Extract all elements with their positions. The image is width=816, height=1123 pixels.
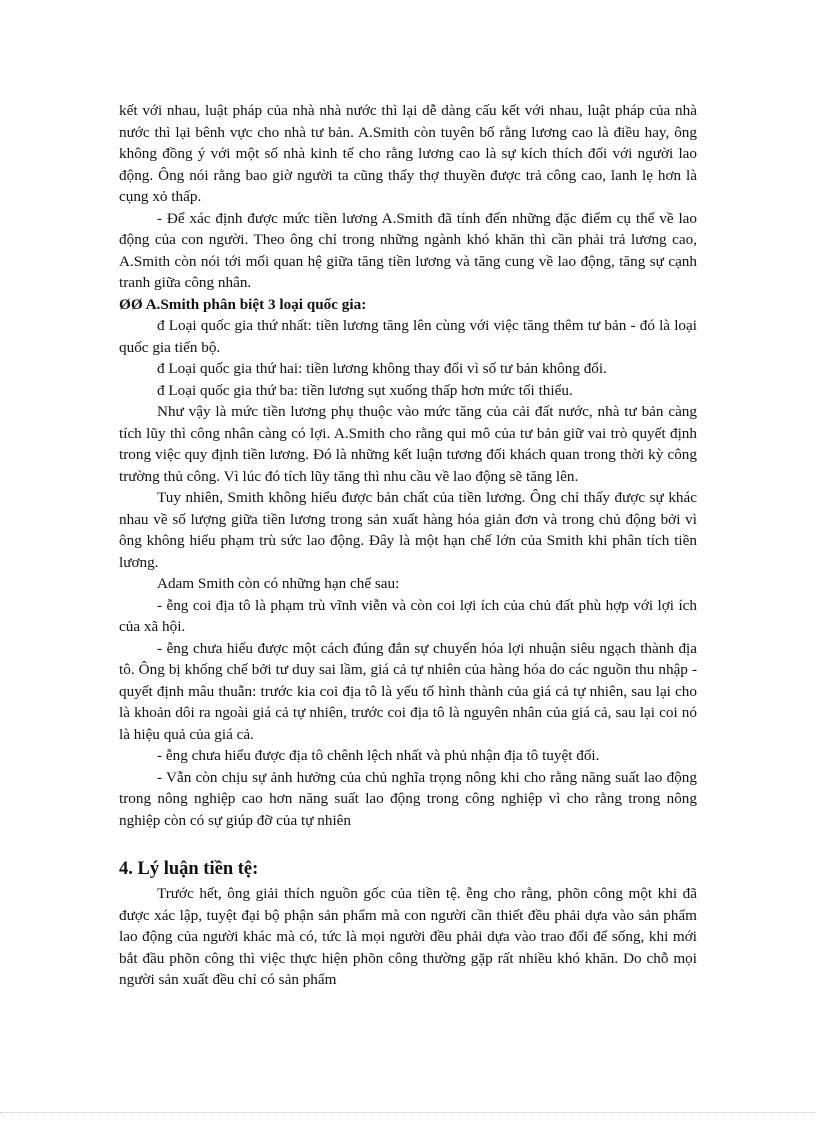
list-item-country-3: đ Loại quốc gia thứ ba: tiền lương sụt xuống thấp hơn mức tối thiểu. xyxy=(157,381,573,399)
page-bottom-divider xyxy=(0,1112,816,1113)
document-page xyxy=(119,100,697,991)
section-heading-money-theory: 4. Lý luận tiền tệ: xyxy=(119,859,259,879)
paragraph-wage-conclusion: Như vậy là mức tiền lương phụ thuộc vào mức tăng của cải đất nước, nhà tư bản càng tích lũy thì công nhân càng có lợi. A.Smith cho rằng qui mô của tư bản giữ vai trò quyết định trong việc quy định tiền lương. Đó là những kết luận tương đối khách quan trong thời kỳ công trường thủ công. Vì lúc đó tích lũy tăng thì nhu cầu về lao động sẽ tăng lên. xyxy=(119,403,697,485)
list-item-limitation-3: - ễng chưa hiểu được địa tô chênh lệch nhất và phủ nhận địa tô tuyệt đối. xyxy=(157,747,600,764)
list-item-limitation-1: - ễng coi địa tô là phạm trù vĩnh viễn và còn coi lợi ích của chủ đất phù hợp với lợi ích của xã hội. xyxy=(119,596,697,635)
paragraph-smith-limitation: Tuy nhiên, Smith không hiểu được bản chất của tiền lương. Ông chỉ thấy được sự khác nhau về số lượng giữa tiền lương trong sản xuất hàng hóa giản đơn và trong chủ động bởi vì ông không hiểu phạm trù sức lao động. Đây là một hạn chế lớn của Smith khi phân tích tiền lương. xyxy=(119,489,697,571)
list-item-limitation-2: - ễng chưa hiểu được một cách đúng đắn sự chuyển hóa lợi nhuận siêu ngạch thành địa tô. Ông bị khống chế bởi tư duy sai lầm, giá cả tự nhiên của hàng hóa do các nguồn thu nhập - quyết định mâu thuẫn: trước kia coi địa tô là yếu tố hình thành của giá cả tự nhiên, sau lại cho là khoản dôi ra ngoài giá cả tự nhiên, trước coi địa tô là nguyên nhân của giá cả, sau lại coi nó là hiệu quả của giá cả. xyxy=(119,639,697,743)
paragraph-money-origin: Trước hết, ông giải thích nguồn gốc của tiền tệ. ễng cho rằng, phõn công một khi đã được xác lập, tuyệt đại bộ phận sản phẩm mà con người cần thiết đều phải dựa vào sản phẩm lao động của người khác mà có, tức là mọi người đều phải dựa vào trao đổi để sống, khi mới bắt đầu phõn công thì việc thực hiện phõn công thường gặp rất nhiều khó khăn. Do chỗ mọi người sản xuất đều chỉ có sản phẩm xyxy=(119,885,697,988)
heading-three-countries: ØØ A.Smith phân biệt 3 loại quốc gia: xyxy=(119,295,367,313)
paragraph-other-limitations: Adam Smith còn có những hạn chế sau: xyxy=(157,575,400,592)
list-item-limitation-4: - Vẫn còn chịu sự ảnh hưởng của chủ nghĩa trọng nông khi cho rằng năng suất lao động trong nông nghiệp cao hơn năng suất lao động trong công nghiệp vì cho rằng trong nông nghiệp còn có sự giúp đỡ của tự nhiên xyxy=(119,768,697,829)
paragraph-wage-determination: - Để xác định được mức tiền lương A.Smith đã tính đến những đặc điểm cụ thể về lao động của con người. Theo ông chỉ trong những ngành khó khăn thì cần phải trả lương cao, A.Smith còn nói tới mối quan hệ giữa tăng tiền lương và tăng cung về lao động, tăng sự cạnh tranh giữa công nhân. xyxy=(119,209,697,291)
paragraph-wages-law: kết với nhau, luật pháp của nhà nhà nước thì lại dễ dàng cấu kết với nhau, luật pháp của nhà nước thì lại bênh vực cho nhà tư bản. A.Smith còn tuyên bố rằng lương cao là điều hay, ông không đồng ý với một số nhà kinh tế cho rằng lương cao là sự kích thích đối với người lao động. Ông nói rằng bao giờ người ta cũng thấy thợ thuyền được trả công cao, lanh lẹ hơn là cụng xỏ thấp. xyxy=(119,102,697,205)
list-item-country-1: đ Loại quốc gia thứ nhất: tiền lương tăng lên cùng với việc tăng thêm tư bản - đó là loại quốc gia tiến bộ. xyxy=(119,317,697,356)
list-item-country-2: đ Loại quốc gia thứ hai: tiền lương không thay đổi vì số tư bản không đổi. xyxy=(157,360,607,377)
